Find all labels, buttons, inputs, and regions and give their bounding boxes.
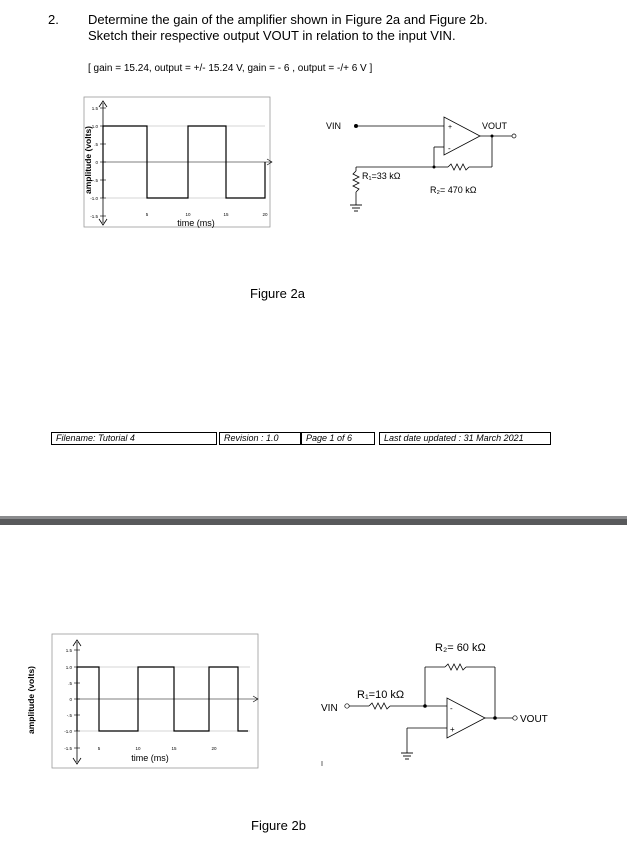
page-footer [51,432,551,445]
graph-b-ytick: -.5 [66,713,72,718]
figure-2b-caption: Figure 2b [251,818,306,833]
question-line-1: Determine the gain of the amplifier shown in Figure 2a and Figure 2b. [88,12,488,27]
graph-a-ytick: 1.5 [91,106,98,111]
op-amp-minus: - [450,704,453,713]
figure-2b-graph [24,632,264,772]
graph-a-xtick: 15 [223,212,229,217]
graph-a-xtick: 5 [145,212,149,217]
resistor-r2-icon [448,164,469,170]
circuit-b-r2-label: R₂= 60 kΩ [435,642,486,654]
graph-b-xtick: 20 [211,746,217,751]
vin-terminal-icon [345,704,349,708]
answer-hint: [ gain = 15.24, output = +/- 15.24 V, gain = - 6 , output = -/+ 6 V ] [88,63,373,74]
graph-a-xtick: 20 [262,212,268,217]
circuit-a-r2-label: R₂= 470 kΩ [430,185,477,195]
figure-2a-circuit [320,105,530,220]
graph-b-ytick: 0 [69,697,72,702]
resistor-r1-icon [369,703,390,709]
graph-a-ytick: .5 [94,142,98,147]
circuit-b-r1-label: R₁=10 kΩ [357,689,405,701]
graph-a-xtick: 10 [185,212,191,217]
footer-filename: Filename: Tutorial 4 [51,432,217,445]
circuit-a-vin-label: VIN [326,121,342,131]
graph-b-ylabel: amplitude (volts) [26,665,36,735]
graph-b-xtick: 15 [171,746,177,751]
circuit-b-vout-label: VOUT [520,714,548,725]
circuit-a-r1-label: R₁=33 kΩ [362,171,401,181]
question-number: 2. [48,12,59,27]
question-text [88,12,488,44]
circuit-a-vout-label: VOUT [482,121,508,131]
graph-a-ylabel: amplitude (volts) [83,125,93,195]
footer-page: Page 1 of 6 [301,432,375,445]
graph-a-xlabel: time (ms) [177,218,215,228]
graph-b-ytick: -1.0 [64,729,72,734]
graph-b-xtick: 10 [135,746,141,751]
vout-terminal-icon [513,716,517,720]
graph-a-ytick: 1.0 [91,124,98,129]
graph-a-ytick: -1.5 [90,214,98,219]
figure-2b-circuit [315,635,560,770]
graph-b-ytick: -1.5 [64,746,72,751]
graph-b-ytick: 1.5 [65,648,72,653]
resistor-r1-icon [353,171,359,192]
graph-b-xtick: 5 [97,746,101,751]
op-amp-plus: + [450,725,455,734]
graph-b-ytick: 1.0 [65,665,72,670]
resistor-r2-icon [445,664,466,670]
vout-terminal-icon [512,134,516,138]
figure-2a-graph [80,95,280,235]
graph-a-ytick: -1.0 [90,196,98,201]
op-amp-plus: + [448,124,453,131]
op-amp-minus: - [448,144,451,153]
graph-b-ytick: .5 [68,681,72,686]
question-line-2: Sketch their respective output VOUT in relation to the input VIN. [88,28,456,43]
footer-last-updated: Last date updated : 31 March 2021 [379,432,551,445]
graph-b-xlabel: time (ms) [131,753,169,763]
graph-a-ytick: -.5 [92,178,98,183]
footer-revision: Revision : 1.0 [219,432,301,445]
vin-terminal-icon [354,124,358,128]
graph-a-ytick: 0 [95,160,98,165]
page-break-divider [0,516,627,525]
figure-2a-caption: Figure 2a [250,286,305,301]
circuit-b-vin-label: VIN [321,703,338,714]
